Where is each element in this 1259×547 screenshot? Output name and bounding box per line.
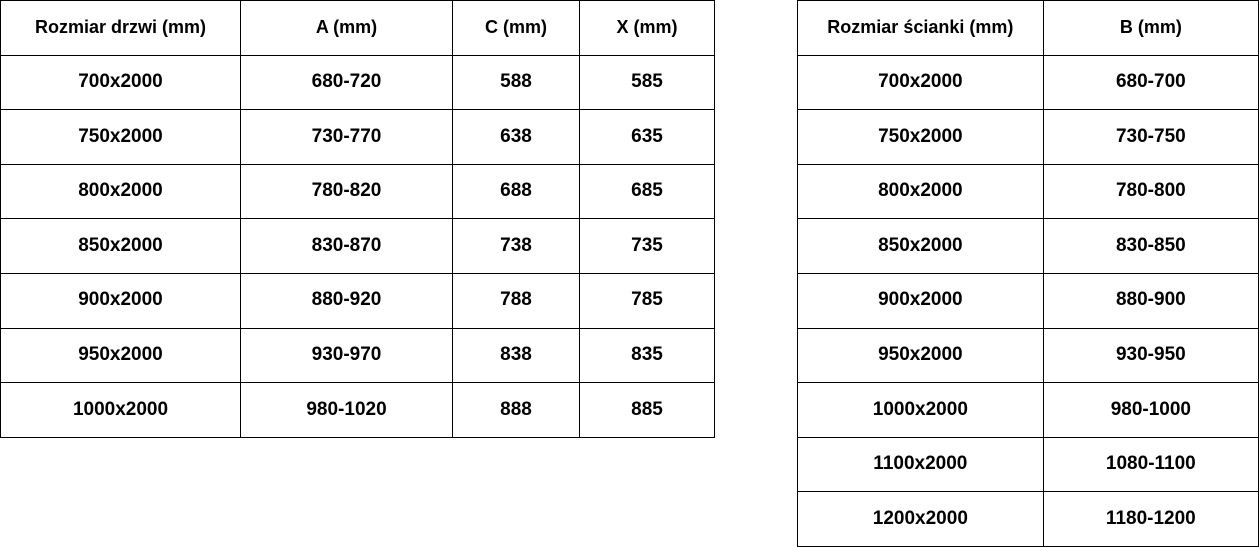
table-row xyxy=(798,164,1259,219)
cell-b: 830-850 xyxy=(1043,219,1258,274)
cell-b: 680-700 xyxy=(1043,55,1258,110)
column-header-door-size: Rozmiar drzwi (mm) xyxy=(1,1,241,56)
cell-x: 585 xyxy=(580,55,715,110)
cell-wall-size: 1200x2000 xyxy=(798,492,1044,547)
cell-x: 685 xyxy=(580,164,715,219)
cell-door-size: 950x2000 xyxy=(1,328,241,383)
cell-wall-size: 1100x2000 xyxy=(798,437,1044,492)
table-row xyxy=(1,273,715,328)
cell-c: 688 xyxy=(453,164,580,219)
table-row xyxy=(1,328,715,383)
cell-x: 785 xyxy=(580,273,715,328)
table-row xyxy=(1,164,715,219)
cell-a: 930-970 xyxy=(241,328,453,383)
cell-wall-size: 950x2000 xyxy=(798,328,1044,383)
table-row xyxy=(798,219,1259,274)
table-row xyxy=(1,219,715,274)
cell-door-size: 1000x2000 xyxy=(1,383,241,438)
column-header-a: A (mm) xyxy=(241,1,453,56)
table-row xyxy=(798,492,1259,547)
table-row xyxy=(798,273,1259,328)
cell-door-size: 800x2000 xyxy=(1,164,241,219)
cell-b: 1180-1200 xyxy=(1043,492,1258,547)
cell-wall-size: 700x2000 xyxy=(798,55,1044,110)
table-row xyxy=(1,383,715,438)
column-header-wall-size: Rozmiar ścianki (mm) xyxy=(798,1,1044,56)
cell-a: 680-720 xyxy=(241,55,453,110)
table-row xyxy=(798,437,1259,492)
cell-x: 835 xyxy=(580,328,715,383)
cell-b: 1080-1100 xyxy=(1043,437,1258,492)
cell-door-size: 700x2000 xyxy=(1,55,241,110)
column-header-c: C (mm) xyxy=(453,1,580,56)
cell-x: 885 xyxy=(580,383,715,438)
cell-c: 738 xyxy=(453,219,580,274)
table-header-row xyxy=(1,1,715,56)
table-row xyxy=(798,383,1259,438)
cell-a: 830-870 xyxy=(241,219,453,274)
column-header-x: X (mm) xyxy=(580,1,715,56)
table-header-row xyxy=(798,1,1259,56)
column-header-b: B (mm) xyxy=(1043,1,1258,56)
cell-wall-size: 750x2000 xyxy=(798,110,1044,165)
table-row xyxy=(798,110,1259,165)
cell-a: 980-1020 xyxy=(241,383,453,438)
cell-b: 730-750 xyxy=(1043,110,1258,165)
table-row xyxy=(798,328,1259,383)
cell-c: 588 xyxy=(453,55,580,110)
shower-wall-size-table xyxy=(797,0,1259,547)
cell-door-size: 900x2000 xyxy=(1,273,241,328)
table-row xyxy=(1,55,715,110)
cell-x: 735 xyxy=(580,219,715,274)
table-row xyxy=(1,110,715,165)
cell-a: 730-770 xyxy=(241,110,453,165)
cell-c: 638 xyxy=(453,110,580,165)
cell-b: 880-900 xyxy=(1043,273,1258,328)
cell-a: 780-820 xyxy=(241,164,453,219)
cell-c: 838 xyxy=(453,328,580,383)
cell-c: 888 xyxy=(453,383,580,438)
cell-door-size: 850x2000 xyxy=(1,219,241,274)
shower-door-size-table xyxy=(0,0,715,438)
cell-wall-size: 850x2000 xyxy=(798,219,1044,274)
cell-b: 980-1000 xyxy=(1043,383,1258,438)
cell-b: 780-800 xyxy=(1043,164,1258,219)
cell-c: 788 xyxy=(453,273,580,328)
cell-wall-size: 800x2000 xyxy=(798,164,1044,219)
cell-wall-size: 900x2000 xyxy=(798,273,1044,328)
cell-door-size: 750x2000 xyxy=(1,110,241,165)
cell-x: 635 xyxy=(580,110,715,165)
table-row xyxy=(798,55,1259,110)
cell-a: 880-920 xyxy=(241,273,453,328)
cell-b: 930-950 xyxy=(1043,328,1258,383)
cell-wall-size: 1000x2000 xyxy=(798,383,1044,438)
